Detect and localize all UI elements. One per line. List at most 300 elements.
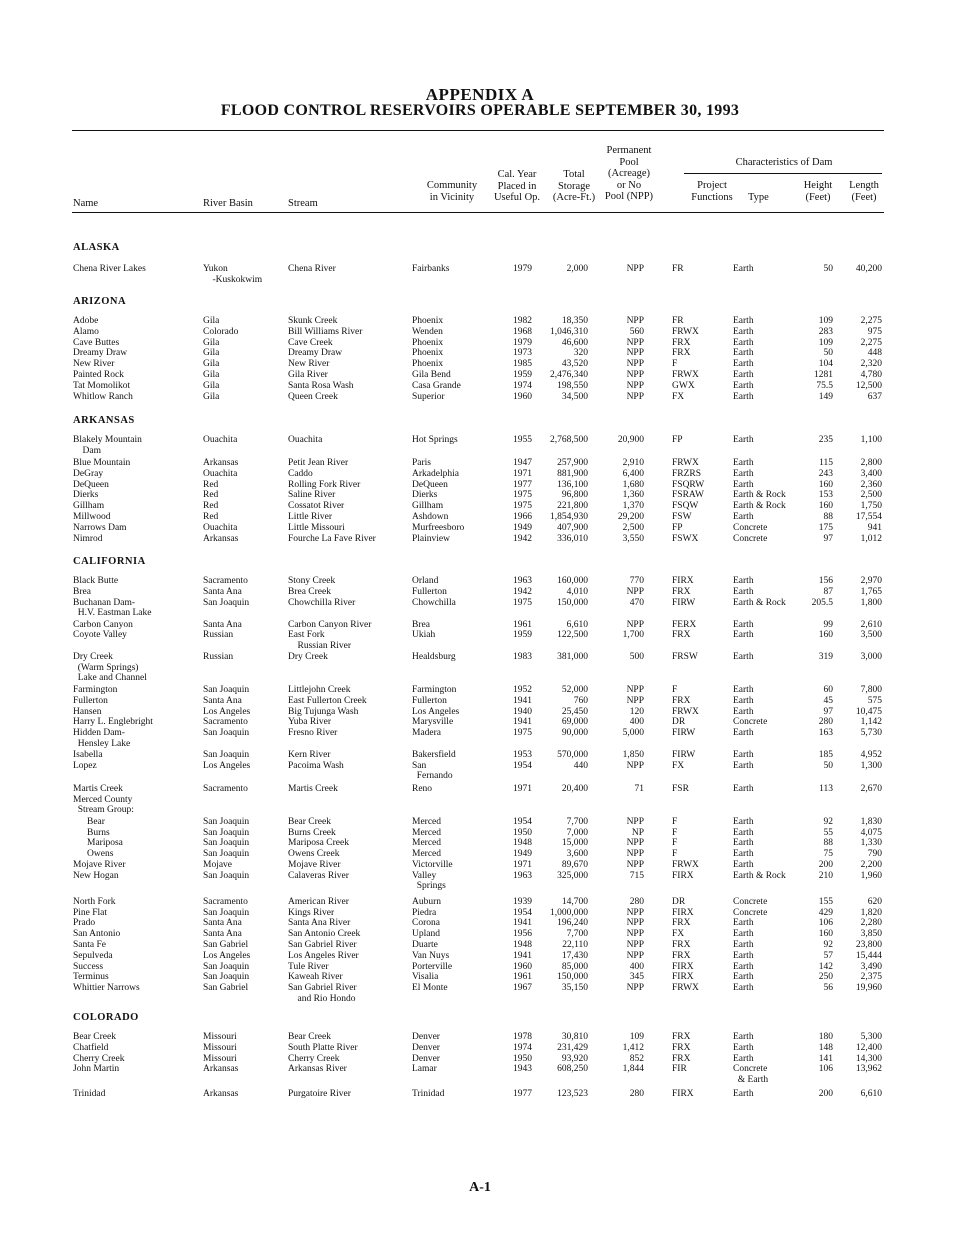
cell-functions: FIRW [672,750,696,761]
cell-storage: 407,900 [557,522,588,533]
cell-type: Earth [733,950,754,961]
cell-length: 4,075 [860,827,882,838]
cell-community: Paris [412,458,431,468]
cell-year: 1943 [513,1064,532,1075]
cell-river-basin: Gila [203,359,220,370]
cell-year: 1950 [513,827,532,838]
cell-community: Chowchilla [412,597,456,608]
cell-length: 448 [867,348,882,359]
cell-stream: Kern River [288,750,331,761]
cell-height: 155 [818,896,833,907]
cell-functions: FRX [672,1032,691,1042]
cell-functions: F [672,827,678,838]
cell-height: 99 [823,619,833,630]
cell-stream: Ouachita [288,435,323,445]
cell-community: Denver [412,1042,440,1053]
cell-functions: F [672,359,678,370]
cell-length: 2,670 [860,783,882,794]
cell-storage: 7,000 [566,827,588,838]
cell-functions: FRWX [672,326,699,337]
cell-length: 1,960 [860,870,882,881]
cell-functions: FX [672,760,685,771]
cell-year: 1974 [513,1042,532,1053]
cell-year: 1967 [513,983,532,994]
cell-type: Earth & Rock [733,501,786,512]
cell-river-basin: San Joaquin [203,849,250,860]
cell-storage: 2,768,500 [550,435,588,445]
cell-storage: 43,520 [561,359,588,370]
cell-name: Cherry Creek [73,1053,125,1064]
cell-functions: FRSW [672,652,698,663]
cell-storage: 136,100 [557,479,588,490]
cell-pool: 280 [629,1089,644,1100]
header-rule [72,212,884,213]
cell-name: Painted Rock [73,370,124,380]
cell-functions: DR [672,717,686,728]
cell-pool: 500 [629,652,644,663]
cell-community: Ashdown [412,512,449,522]
cell-length: 1,830 [860,816,882,827]
cell-stream: Rolling Fork River [288,479,361,490]
cell-height: 156 [818,576,833,586]
cell-storage: 69,000 [561,717,588,728]
cell-year: 1939 [513,896,532,907]
cell-storage: 160,000 [557,576,588,586]
cell-pool: NPP [626,838,644,849]
cell-community: Fullerton [412,586,447,597]
cell-type: Earth [733,619,754,630]
cell-name: Terminus [73,972,109,983]
cell-length: 2,970 [860,576,882,586]
cell-river-basin: Red [203,490,219,501]
cell-type: Earth [733,849,754,860]
cell-storage: 4,010 [566,586,588,597]
cell-storage: 2,476,340 [550,370,588,380]
cell-name: Nimrod [73,533,103,544]
cell-length: 40,200 [855,264,882,274]
cell-name: Alamo [73,326,99,337]
cell-stream: Littlejohn Creek [288,684,351,695]
cell-functions: FRX [672,1042,691,1053]
cell-storage: 7,700 [566,929,588,940]
cell-storage: 89,670 [561,859,588,870]
cell-river-basin: Ouachita [203,522,238,533]
cell-storage: 15,000 [561,838,588,849]
cell-name: Trinidad [73,1089,106,1100]
cell-length: 15,444 [855,950,882,961]
cell-storage: 570,000 [557,750,588,761]
cell-height: 109 [818,316,833,326]
cell-storage: 90,000 [561,728,588,739]
cell-name: Chatfield [73,1042,109,1053]
cell-river-basin: San Joaquin [203,816,250,827]
cell-length: 1,750 [860,501,882,512]
cell-height: 160 [818,479,833,490]
cell-name: Narrows Dam [73,522,127,533]
cell-year: 1971 [513,468,532,479]
cell-community: Madera [412,728,442,739]
cell-length: 2,280 [860,918,882,929]
cell-name: Owens [87,849,114,860]
cell-functions: FIRX [672,907,694,918]
cell-storage: 18,350 [561,316,588,326]
cell-year: 1978 [513,1032,532,1042]
cell-length: 2,200 [860,859,882,870]
cell-height: 50 [823,264,833,274]
cell-year: 1940 [513,706,532,717]
cell-pool: NPP [626,684,644,695]
cell-storage: 150,000 [557,597,588,608]
cell-river-basin: Sacramento [203,576,248,586]
cell-river-basin: Russian [203,652,234,663]
cell-river-basin: Red [203,512,219,522]
cell-river-basin: Gila [203,316,220,326]
cell-stream: Owens Creek [288,849,340,860]
cell-name: Martis Creek [73,783,123,794]
cell-name: Adobe [73,316,99,326]
cell-river-basin: Los Angeles [203,706,251,717]
cell-stream: Big Tujunga Wash [288,706,359,717]
cell-pool: 5,000 [622,728,644,739]
cell-type: Earth [733,576,754,586]
cell-stream: Calaveras River [288,870,349,881]
cell-stream: Pacoima Wash [288,760,344,771]
cell-name: Fullerton [73,695,108,706]
cell-functions: FRX [672,337,691,348]
cell-pool: NPP [626,929,644,940]
cell-storage: 46,600 [561,337,588,348]
cell-type: Earth [733,359,754,370]
cell-length: 23,800 [855,939,882,950]
cell-pool: NPP [626,816,644,827]
cell-name: Burns [87,827,110,838]
cell-year: 1941 [513,695,532,706]
cell-functions: FRZRS [672,468,702,479]
cell-type: Earth [733,370,754,380]
cell-length: 17,554 [855,512,882,522]
cell-height: 283 [818,326,833,337]
cell-functions: FSR [672,783,689,794]
cell-year: 1977 [513,1089,532,1100]
cell-storage: 52,000 [561,684,588,695]
cell-functions: F [672,816,678,827]
cell-community: Fullerton [412,695,447,706]
header-characteristics: Characteristics of Dam [735,157,833,168]
cell-type: Earth [733,760,754,771]
cell-stream: Kings River [288,907,335,918]
cell-pool: 770 [629,576,644,586]
cell-type: Earth [733,1032,754,1042]
header-length: Length (Feet) [849,180,879,203]
cell-length: 3,400 [860,468,882,479]
cell-year: 1966 [513,512,532,522]
appendix-title: APPENDIX A [425,85,535,104]
cell-length: 4,780 [860,370,882,380]
cell-year: 1961 [513,972,532,983]
cell-stream: Arkansas River [288,1064,347,1075]
cell-type: Earth [733,972,754,983]
cell-height: 60 [823,684,833,695]
cell-community: Orland [412,576,439,586]
cell-height: 163 [818,728,833,739]
cell-functions: FRX [672,348,691,359]
cell-functions: FIRX [672,870,694,881]
header-storage: Total Storage (Acre-Ft.) [552,169,596,203]
cell-stream: Chowchilla River [288,597,356,608]
cell-length: 975 [867,326,882,337]
cell-type: Earth [733,316,754,326]
cell-length: 620 [867,896,882,907]
state-heading: ARKANSAS [73,415,135,426]
cell-height: 106 [818,918,833,929]
cell-year: 1982 [513,316,532,326]
cell-pool: 2,910 [622,458,644,468]
cell-community: Phoenix [412,316,444,326]
cell-functions: FIRX [672,576,694,586]
cell-pool: 715 [629,870,644,881]
cell-length: 637 [867,391,882,402]
header-pool: Permanent Pool (Acreage) or No Pool (NPP) [604,145,654,202]
cell-storage: 440 [573,760,588,771]
cell-name: Whittier Narrows [73,983,140,994]
cell-river-basin: Yukon -Kuskokwim [203,264,263,285]
document-title: FLOOD CONTROL RESERVOIRS OPERABLE SEPTEMBER 30, 1993 [220,102,740,119]
cell-name: Gillham [73,501,105,512]
cell-stream: East Fork Russian River [288,630,352,651]
cell-community: Marysville [412,717,454,728]
cell-year: 1954 [513,760,532,771]
cell-pool: NPP [626,849,644,860]
cell-stream: Petit Jean River [288,458,349,468]
cell-height: 142 [818,961,833,972]
cell-functions: FIRW [672,597,696,608]
cell-year: 1961 [513,619,532,630]
cell-functions: FRWX [672,983,699,994]
cell-pool: NPP [626,760,644,771]
cell-year: 1954 [513,816,532,827]
cell-river-basin: Missouri [203,1042,237,1053]
cell-river-basin: San Joaquin [203,750,250,761]
cell-type: Earth [733,750,754,761]
cell-name: Santa Fe [73,939,106,950]
cell-year: 1971 [513,783,532,794]
cell-type: Concrete [733,907,768,918]
cell-river-basin: Arkansas [203,1089,239,1100]
page-number: A-1 [469,1180,491,1195]
cell-name: Mariposa [87,838,123,849]
cell-type: Earth [733,929,754,940]
cell-pool: 3,550 [622,533,644,544]
cell-height: 160 [818,501,833,512]
cell-community: Ukiah [412,630,436,641]
cell-functions: FRX [672,1053,691,1064]
cell-type: Earth [733,961,754,972]
cell-height: 45 [823,695,833,706]
cell-river-basin: Gila [203,348,220,359]
cell-functions: FSQW [672,501,699,512]
cell-length: 3,000 [860,652,882,663]
header-height: Height (Feet) [803,180,833,203]
cell-stream: American River [288,896,349,907]
cell-length: 13,962 [855,1064,882,1075]
cell-length: 575 [867,695,882,706]
cell-stream: Little River [288,512,333,522]
cell-type: Concrete [733,717,768,728]
cell-storage: 25,450 [561,706,588,717]
cell-river-basin: Missouri [203,1032,237,1042]
cell-community: Gila Bend [412,370,451,380]
cell-storage: 381,000 [557,652,588,663]
cell-year: 1963 [513,576,532,586]
cell-community: El Monte [412,983,448,994]
cell-height: 113 [819,783,833,794]
cell-name: Chena River Lakes [73,264,146,274]
cell-river-basin: San Gabriel [203,939,249,950]
cell-pool: 852 [629,1053,644,1064]
cell-functions: FR [672,316,684,326]
cell-community: Plainview [412,533,450,544]
cell-community: Valley Springs [412,870,446,892]
characteristics-rule [684,173,882,174]
cell-functions: FIRX [672,972,694,983]
cell-height: 75.5 [816,380,833,391]
cell-type: Earth [733,695,754,706]
cell-community: Merced [412,816,442,827]
cell-stream: Stony Creek [288,576,336,586]
cell-height: 106 [818,1064,833,1075]
cell-pool: NPP [626,391,644,402]
cell-functions: FRX [672,695,691,706]
cell-river-basin: San Joaquin [203,972,250,983]
cell-type: Earth [733,1042,754,1053]
cell-storage: 20,400 [561,783,588,794]
cell-height: 319 [818,652,833,663]
cell-height: 92 [823,939,833,950]
cell-functions: FRWX [672,859,699,870]
cell-year: 1959 [513,630,532,641]
cell-height: 50 [823,760,833,771]
cell-river-basin: Red [203,479,219,490]
cell-name: DeQueen [73,479,109,490]
cell-community: Lamar [412,1064,437,1075]
cell-height: 88 [823,512,833,522]
cell-length: 1,100 [860,435,882,445]
cell-functions: FIRX [672,961,694,972]
cell-stream: Purgatoire River [288,1089,351,1100]
cell-stream: Fourche La Fave River [288,533,376,544]
cell-stream: Fresno River [288,728,338,739]
cell-storage: 122,500 [557,630,588,641]
cell-stream: Burns Creek [288,827,336,838]
state-heading: CALIFORNIA [73,556,146,567]
cell-stream: Brea Creek [288,586,331,597]
cell-name: Dreamy Draw [73,348,128,359]
cell-length: 12,400 [855,1042,882,1053]
cell-year: 1974 [513,380,532,391]
cell-type: Earth [733,983,754,994]
cell-name: Brea [73,586,91,597]
cell-river-basin: Gila [203,380,220,391]
cell-community: Wenden [412,326,443,337]
cell-year: 1977 [513,479,532,490]
cell-type: Concrete [733,533,768,544]
cell-name: New River [73,359,115,370]
cell-storage: 3,600 [566,849,588,860]
cell-storage: 93,920 [561,1053,588,1064]
cell-community: Victorville [412,859,453,870]
cell-river-basin: Sacramento [203,896,248,907]
cell-community: Superior [412,391,445,402]
cell-name: Lopez [73,760,97,771]
cell-functions: FRX [672,630,691,641]
cell-functions: FIR [672,1064,687,1075]
cell-community: Farmington [412,684,457,695]
cell-functions: FR [672,264,684,274]
cell-year: 1960 [513,961,532,972]
cell-height: 160 [818,630,833,641]
cell-pool: 1,844 [622,1064,644,1075]
cell-functions: FSQRW [672,479,705,490]
cell-length: 4,952 [860,750,882,761]
cell-river-basin: Santa Ana [203,619,242,630]
cell-height: 250 [818,972,833,983]
cell-pool: 1,370 [622,501,644,512]
cell-functions: F [672,849,678,860]
cell-pool: 345 [629,972,644,983]
cell-type: Earth [733,827,754,838]
cell-type: Earth [733,337,754,348]
cell-year: 1959 [513,370,532,380]
cell-type: Earth [733,706,754,717]
cell-length: 1,330 [860,838,882,849]
cell-river-basin: Missouri [203,1053,237,1064]
cell-stream: Cossatot River [288,501,345,512]
cell-storage: 150,000 [557,972,588,983]
cell-river-basin: Red [203,501,219,512]
cell-stream: Mariposa Creek [288,838,349,849]
cell-height: 97 [823,706,833,717]
cell-type: Earth [733,783,754,794]
cell-community: Arkadelphia [412,468,459,479]
cell-year: 1941 [513,717,532,728]
cell-community: Phoenix [412,337,444,348]
cell-stream: Tule River [288,961,329,972]
cell-length: 2,500 [860,490,882,501]
cell-river-basin: San Joaquin [203,870,250,881]
cell-pool: NPP [626,983,644,994]
cell-type: Earth [733,512,754,522]
cell-pool: NPP [626,316,644,326]
cell-year: 1948 [513,939,532,950]
cell-storage: 1,046,310 [550,326,588,337]
cell-stream: Santa Rosa Wash [288,380,354,391]
cell-stream: Bear Creek [288,1032,331,1042]
cell-type: Earth [733,1089,754,1100]
cell-name: Pine Flat [73,907,108,918]
header-cal-year: Cal. Year Placed in Useful Op. [493,169,541,203]
cell-river-basin: San Joaquin [203,827,250,838]
cell-height: 109 [818,337,833,348]
cell-pool: 560 [629,326,644,337]
cell-community: Merced [412,838,442,849]
cell-stream: South Platte River [288,1042,358,1053]
cell-height: 1281 [814,370,833,380]
cell-river-basin: Sacramento [203,717,248,728]
cell-functions: GWX [672,380,695,391]
header-stream: Stream [288,198,318,209]
cell-storage: 35,150 [561,983,588,994]
cell-type: Earth & Rock [733,870,786,881]
